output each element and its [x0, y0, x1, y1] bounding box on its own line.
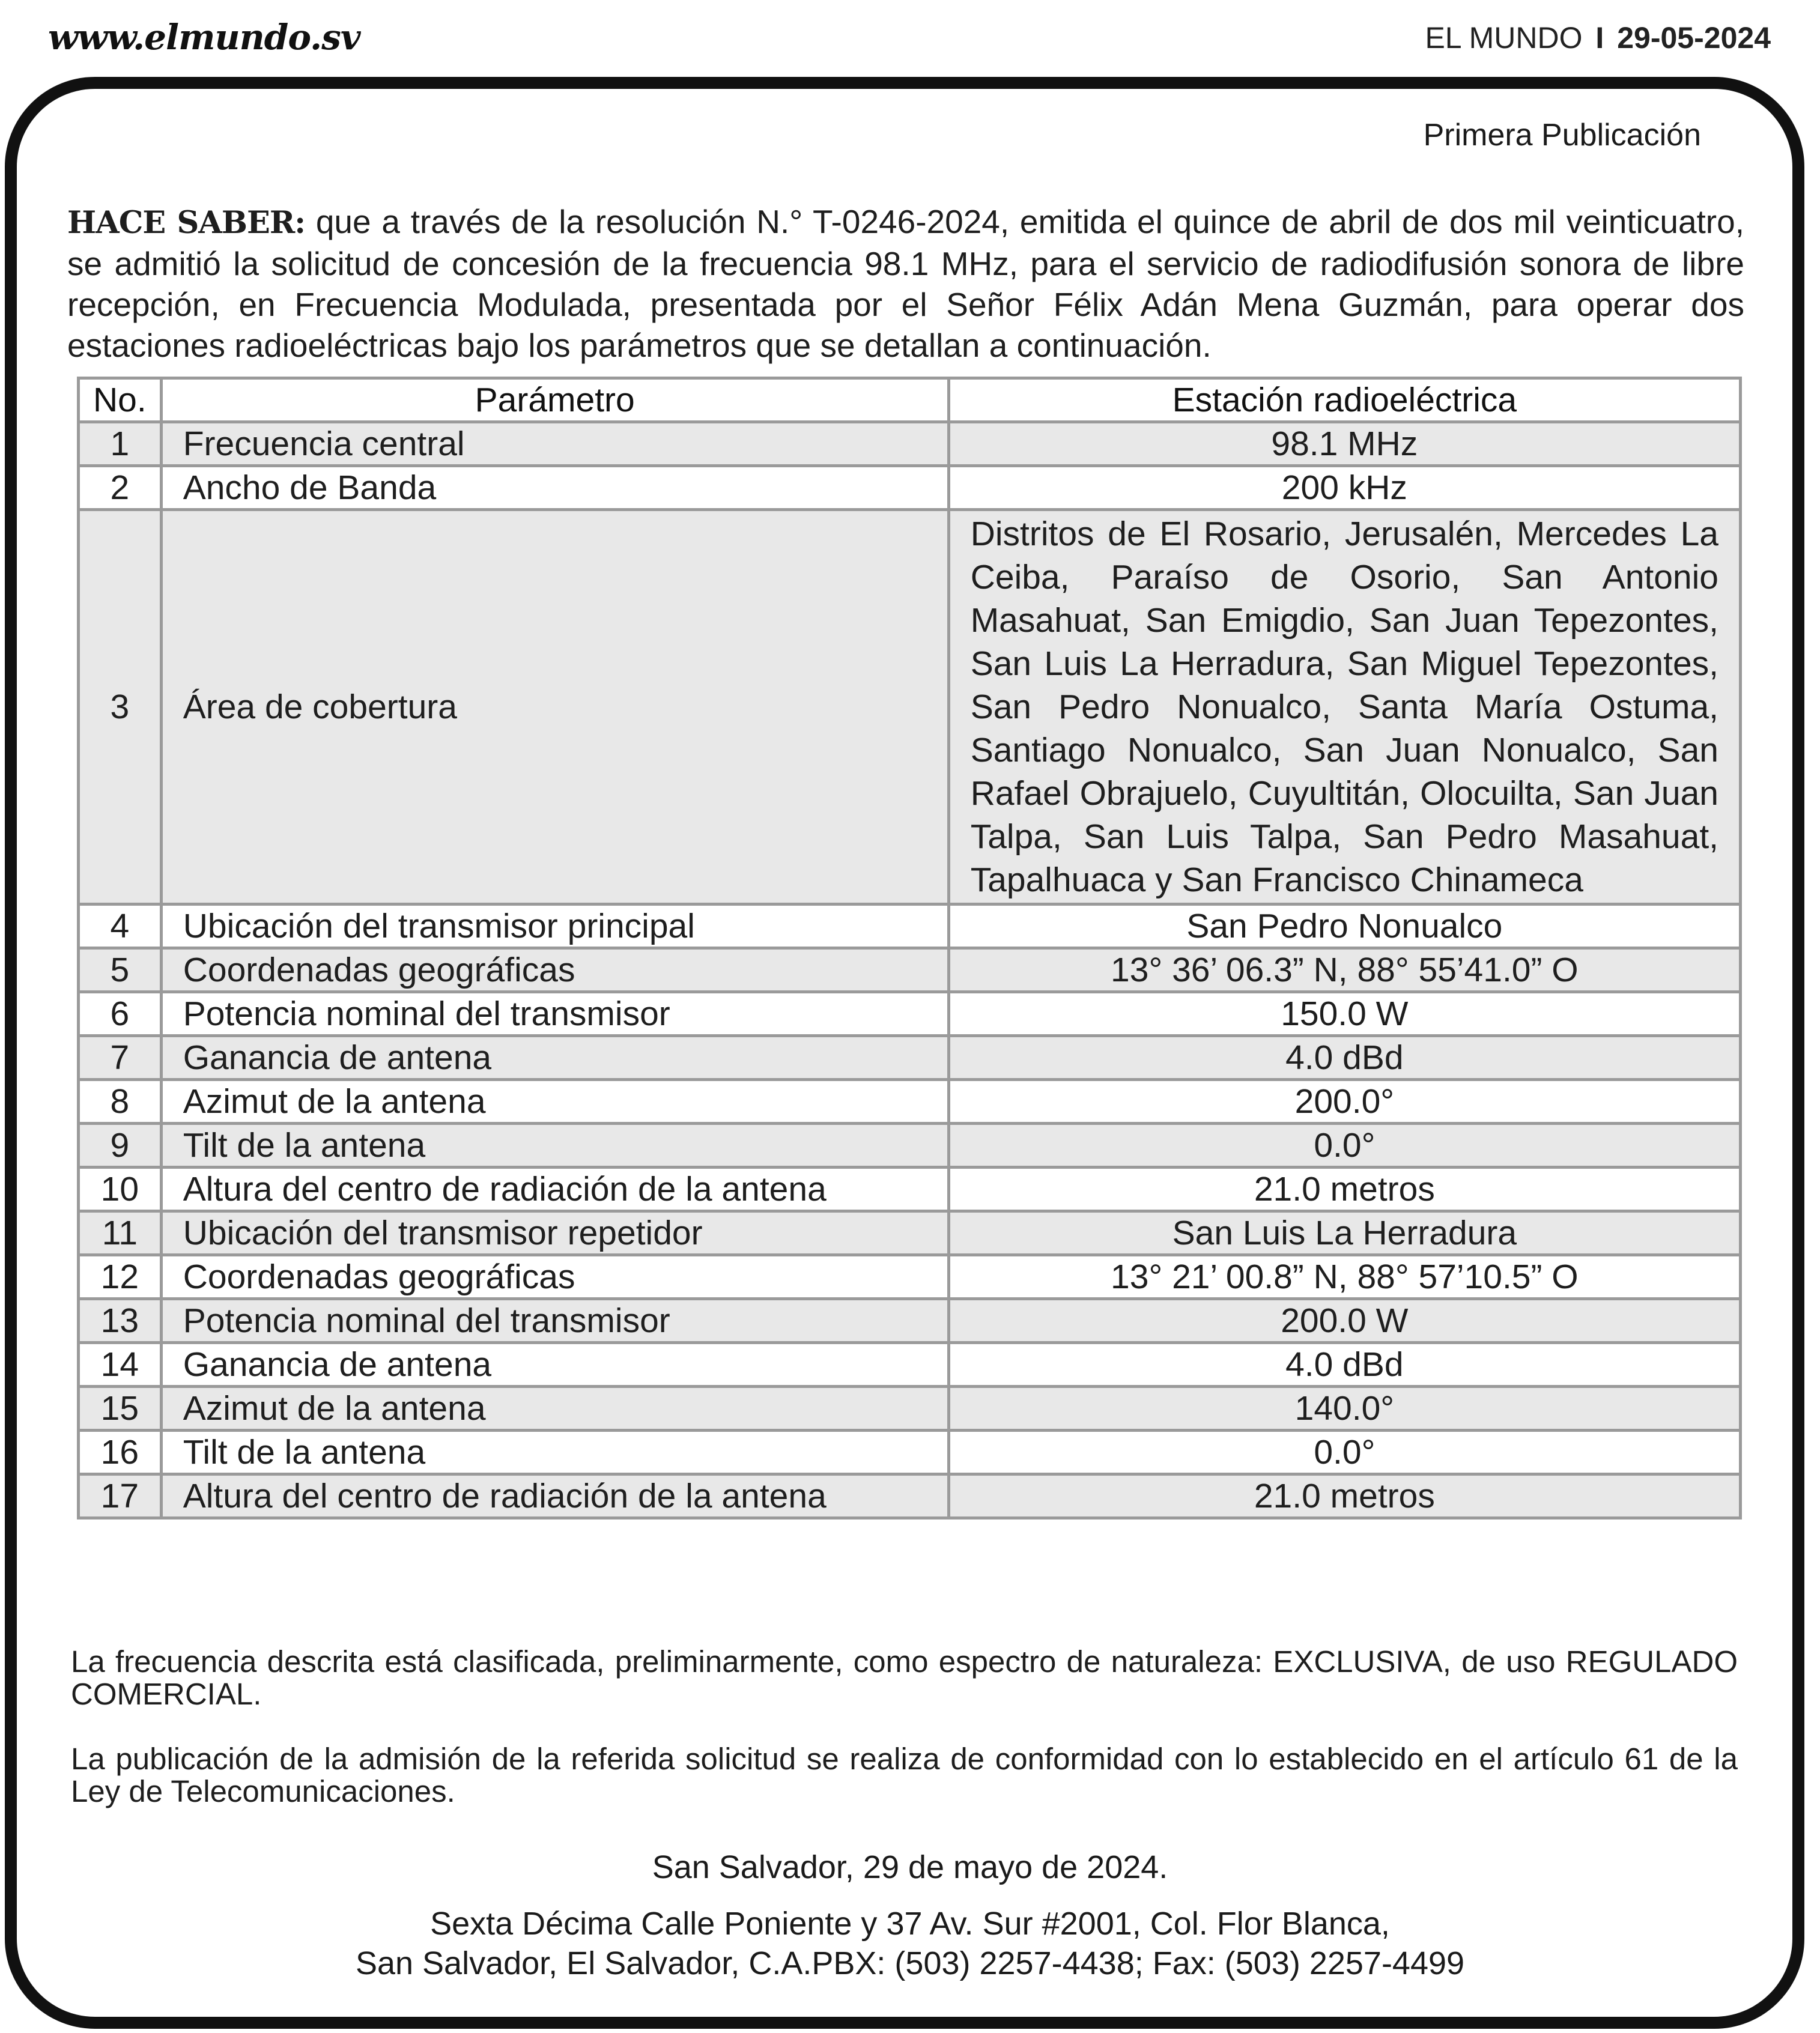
row-parameter: Tilt de la antena [161, 1124, 948, 1168]
table-row [79, 1343, 1741, 1387]
row-value: 200 kHz [948, 466, 1740, 510]
row-value: San Pedro Nonualco [948, 904, 1740, 948]
legal-paragraph: La publicación de la admisión de la referida solicitud se realiza de conformidad con lo establecido en el artículo 61 de la Ley de Telecomunicaciones. [71, 1742, 1738, 1808]
row-parameter: Ganancia de antena [161, 1343, 948, 1387]
paper-name: EL MUNDO [1425, 21, 1583, 55]
address-line-1: Sexta Décima Calle Poniente y 37 Av. Sur #2001, Col. Flor Blanca, [430, 1906, 1390, 1942]
row-value: 4.0 dBd [948, 1343, 1740, 1387]
table-row [79, 904, 1741, 948]
row-number: 10 [79, 1168, 162, 1211]
row-value: 0.0° [948, 1431, 1740, 1474]
row-value: 13° 21’ 00.8” N, 88° 57’10.5” O [948, 1255, 1740, 1299]
address-block [0, 1904, 1820, 1983]
row-number: 6 [79, 992, 162, 1036]
row-value: 200.0° [948, 1080, 1740, 1124]
row-number: 11 [79, 1211, 162, 1255]
row-number: 9 [79, 1124, 162, 1168]
site-url: www.elmundo.sv [48, 17, 360, 58]
header-station: Estación radioeléctrica [948, 378, 1740, 422]
header-parameter: Parámetro [161, 378, 948, 422]
table-row [79, 1255, 1741, 1299]
table-row [79, 1168, 1741, 1211]
table-row [79, 1080, 1741, 1124]
row-parameter: Ubicación del transmisor repetidor [161, 1211, 948, 1255]
table-row [79, 1431, 1741, 1474]
classification-paragraph: La frecuencia descrita está clasificada, preliminarmente, como espectro de naturaleza: EXCLUSIVA, de uso REGULADO COMERCIAL. [71, 1644, 1738, 1711]
notice-body: que a través de la resolución N.° T-0246-2024, emitida el quince de abril de dos mil veinticuatro, se admitió la solicitud de concesión de la frecuencia 98.1 MHz, para el servicio de radiodifusión sonora de libre recepción, en Frecuencia Modulada, presentada por el Señor Félix Adán Mena Guzmán, para operar dos estaciones radioeléctricas bajo los parámetros que se detallan a continuación. [67, 203, 1744, 364]
city-date: San Salvador, 29 de mayo de 2024. [652, 1849, 1168, 1885]
row-number: 15 [79, 1387, 162, 1431]
row-number: 12 [79, 1255, 162, 1299]
masthead-separator: I [1595, 21, 1604, 55]
table-row [79, 948, 1741, 992]
row-parameter: Frecuencia central [161, 422, 948, 466]
row-parameter: Altura del centro de radiación de la antena [161, 1474, 948, 1518]
table-row [79, 1299, 1741, 1343]
row-value: San Luis La Herradura [948, 1211, 1740, 1255]
row-number: 2 [79, 466, 162, 510]
publication-label: Primera Publicación [1423, 118, 1701, 153]
row-value: 0.0° [948, 1124, 1740, 1168]
row-value: 4.0 dBd [948, 1036, 1740, 1080]
masthead [1425, 20, 1771, 55]
address-line-2: San Salvador, El Salvador, C.A.PBX: (503) 2257-4438; Fax: (503) 2257-4499 [355, 1945, 1465, 1981]
table-row [79, 510, 1741, 904]
table-row [79, 422, 1741, 466]
row-parameter: Coordenadas geográficas [161, 1255, 948, 1299]
table-header-row [79, 378, 1741, 422]
row-number: 16 [79, 1431, 162, 1474]
table-row [79, 1387, 1741, 1431]
parameters-table [77, 377, 1742, 1519]
row-number: 4 [79, 904, 162, 948]
row-number: 13 [79, 1299, 162, 1343]
row-number: 8 [79, 1080, 162, 1124]
table-row [79, 1124, 1741, 1168]
header-no: No. [79, 378, 162, 422]
row-number: 14 [79, 1343, 162, 1387]
row-value: 13° 36’ 06.3” N, 88° 55’41.0” O [948, 948, 1740, 992]
row-parameter: Tilt de la antena [161, 1431, 948, 1474]
table-row [79, 1036, 1741, 1080]
row-parameter: Ubicación del transmisor principal [161, 904, 948, 948]
row-parameter: Ganancia de antena [161, 1036, 948, 1080]
notice-lead: HACE SABER: [67, 205, 306, 241]
row-parameter: Coordenadas geográficas [161, 948, 948, 992]
row-number: 1 [79, 422, 162, 466]
row-value: Distritos de El Rosario, Jerusalén, Mercedes La Ceiba, Paraíso de Osorio, San Antonio Masahuat, San Emigdio, San Juan Tepezontes, San Luis La Herradura, San Miguel Tepezontes, San Pedro Nonualco, Santa María Ostuma, Santiago Nonualco, San Juan Nonualco, San Rafael Obrajuelo, Cuyultitán, Olocuilta, San Juan Talpa, San Luis Talpa, San Pedro Masahuat, Tapalhuaca y San Francisco Chinameca [948, 510, 1740, 904]
row-value: 98.1 MHz [948, 422, 1740, 466]
row-value: 21.0 metros [948, 1168, 1740, 1211]
row-number: 7 [79, 1036, 162, 1080]
row-parameter: Ancho de Banda [161, 466, 948, 510]
row-number: 3 [79, 510, 162, 904]
row-parameter: Potencia nominal del transmisor [161, 992, 948, 1036]
notice-intro [67, 201, 1744, 366]
row-parameter: Potencia nominal del transmisor [161, 1299, 948, 1343]
table-row [79, 466, 1741, 510]
row-value: 140.0° [948, 1387, 1740, 1431]
row-number: 5 [79, 948, 162, 992]
row-number: 17 [79, 1474, 162, 1518]
row-value: 200.0 W [948, 1299, 1740, 1343]
row-parameter: Área de cobertura [161, 510, 948, 904]
row-value: 21.0 metros [948, 1474, 1740, 1518]
row-parameter: Azimut de la antena [161, 1387, 948, 1431]
row-parameter: Altura del centro de radiación de la antena [161, 1168, 948, 1211]
row-parameter: Azimut de la antena [161, 1080, 948, 1124]
table-row [79, 1474, 1741, 1518]
table-row [79, 992, 1741, 1036]
table-row [79, 1211, 1741, 1255]
row-value: 150.0 W [948, 992, 1740, 1036]
publication-date: 29-05-2024 [1617, 21, 1771, 55]
